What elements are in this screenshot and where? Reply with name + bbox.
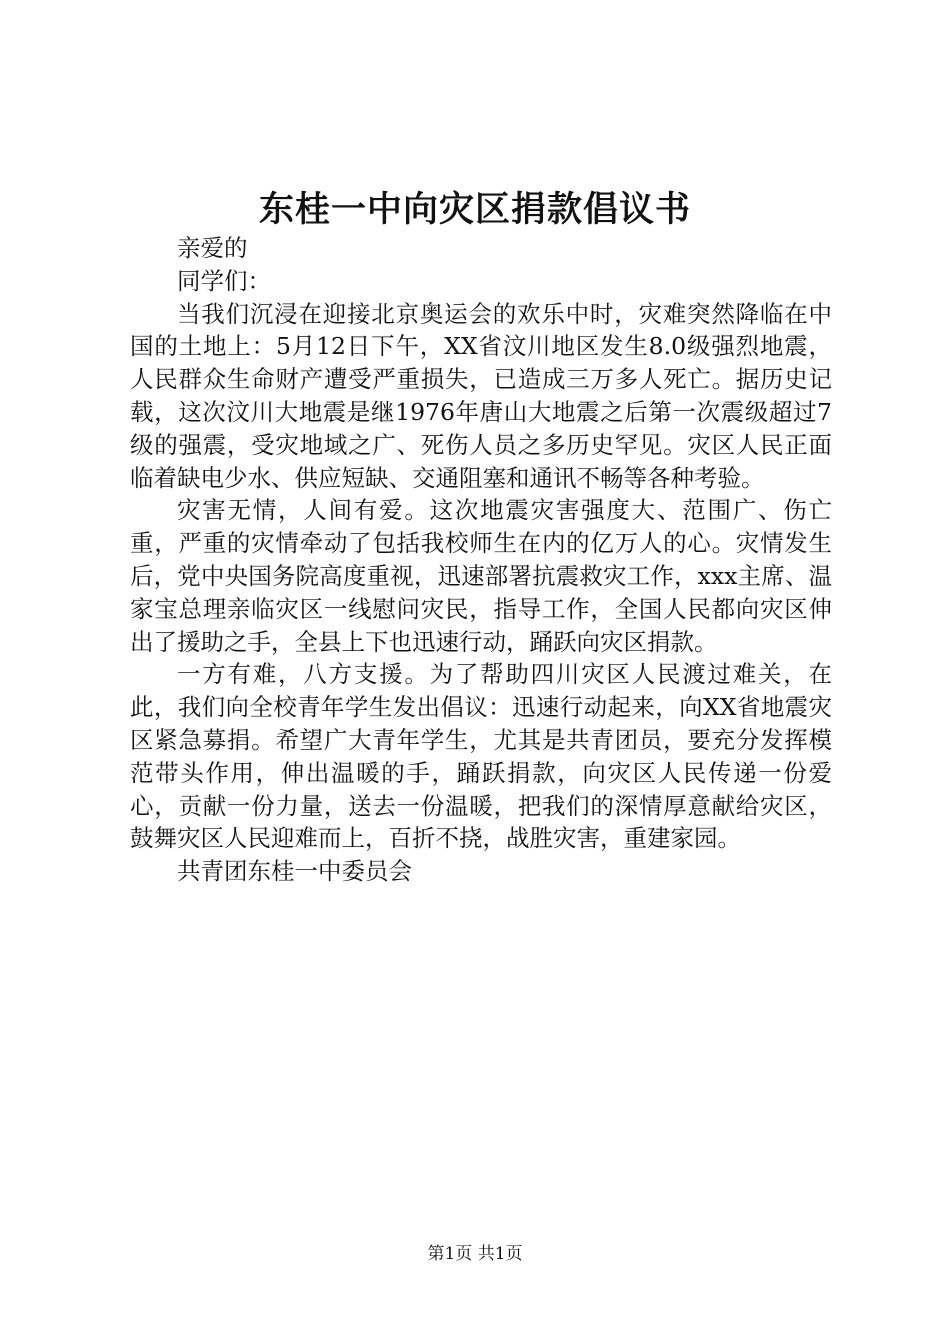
- greeting-line-1: 亲爱的: [177, 234, 248, 262]
- page-footer: 第1页 共1页: [427, 1244, 523, 1264]
- document-body: [130, 232, 832, 888]
- signature: 共青团东桂一中委员会: [177, 857, 412, 886]
- document-title: 东桂一中向灾区捐款倡议书: [258, 189, 691, 230]
- paragraph-3: 一方有难，八方支援。为了帮助四川灾区人民渡过难关，在此，我们向全校青年学生发出倡议：迅速行动起来，向XX省地震灾区紧急募捐。希望广大青年学生，尤其是共青团员，要充分发挥模范带头作用，伸出温暖的手，踊跃捐款，向灾区人民传递一份爱心，贡献一份力量，送去一份温暖，把我们的深情厚意献给灾区，鼓舞灾区人民迎难而上，百折不挠，战胜灾害，重建家园。: [130, 660, 832, 853]
- paragraph-1: 当我们沉浸在迎接北京奥运会的欢乐中时，灾难突然降临在中国的土地上：5月12日下午，XX省汶川地区发生8.0级强烈地震，人民群众生命财产遭受严重损失，已造成三万多人死亡。据历史记载，这次汶川大地震是继1976年唐山大地震之后第一次震级超过7级的强震，受灾地域之广、死伤人员之多历史罕见。灾区人民正面临着缺电少水、供应短缺、交通阻塞和通讯不畅等各种考验。: [130, 299, 832, 492]
- greeting-line-2: 同学们：: [177, 266, 271, 295]
- paragraph-2: 灾害无情，人间有爱。这次地震灾害强度大、范围广、伤亡重，严重的灾情牵动了包括我校师生在内的亿万人的心。灾情发生后，党中央国务院高度重视，迅速部署抗震救灾工作，xxx主席、温家宝总理亲临灾区一线慰问灾民，指导工作，全国人民都向灾区伸出了援助之手，全县上下也迅速行动，踊跃向灾区捐款。: [130, 496, 832, 656]
